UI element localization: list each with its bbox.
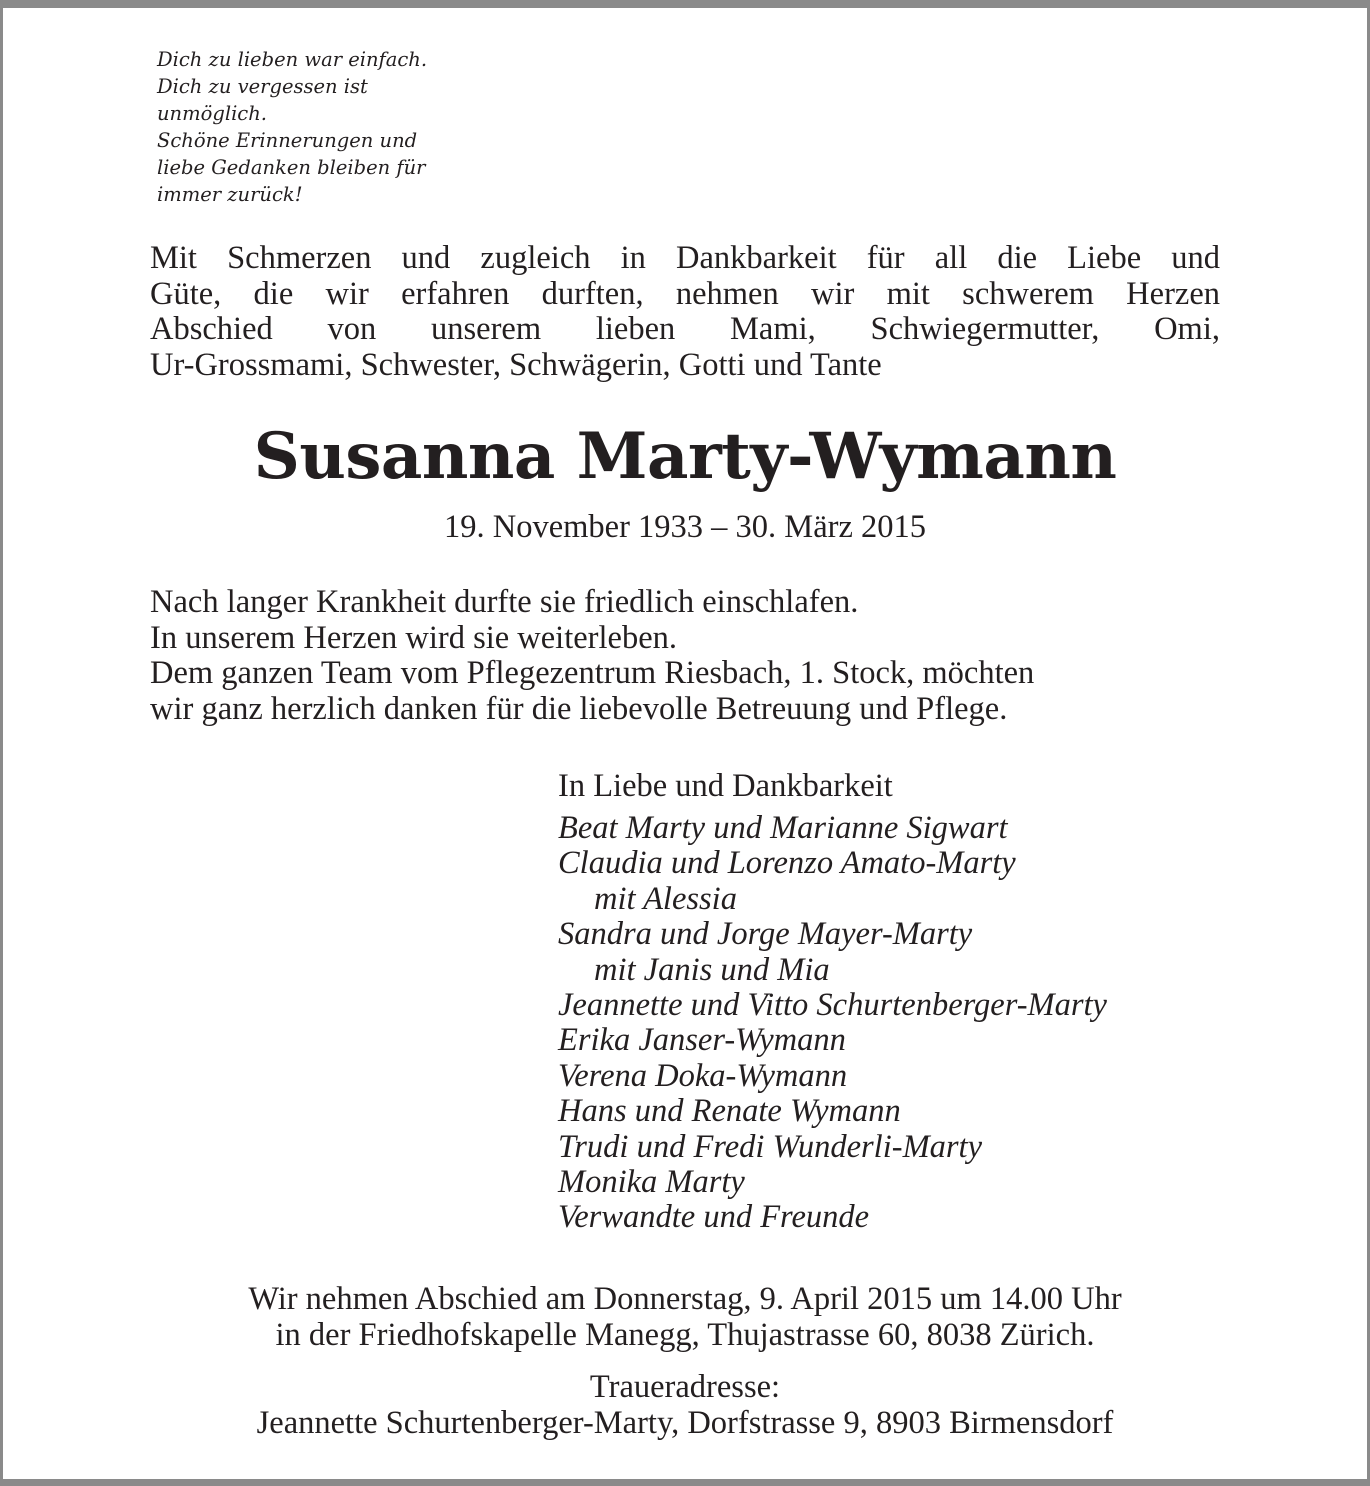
mourner-entry: Erika Janser-Wymann xyxy=(558,1022,846,1059)
mourner-entry: Hans und Renate Wymann xyxy=(558,1093,901,1130)
address-value: Jeannette Schurtenberger-Marty, Dorfstrasse 9, 8903 Birmensdorf xyxy=(256,1405,1114,1441)
message-line: Dem ganzen Team vom Pflegezentrum Riesbach, 1. Stock, möchten xyxy=(150,655,1035,691)
intro-line: Güte, die wir erfahren durften, nehmen wir mit schwerem Herzen xyxy=(150,275,1220,312)
verse-line: unmöglich. xyxy=(157,102,267,125)
verse-line: Dich zu lieben war einfach. xyxy=(157,48,428,71)
mourner-entry: mit Alessia xyxy=(594,880,737,917)
mourner-entry: Beat Marty und Marianne Sigwart xyxy=(558,810,1008,846)
message-line: In unserem Herzen wird sie weiterleben. xyxy=(150,619,677,656)
life-dates: 19. November 1933 – 30. März 2015 xyxy=(444,509,926,545)
deceased-name: Susanna Marty-Wymann xyxy=(253,419,1117,494)
mourner-entry: Verwandte und Freunde xyxy=(558,1199,870,1236)
service-details xyxy=(130,1281,1240,1353)
address-label: Traueradresse: xyxy=(589,1369,781,1405)
mourner-entry: Jeannette und Vitto Schurtenberger-Marty xyxy=(558,987,1107,1024)
mourner-entry: Verena Doka-Wymann xyxy=(558,1057,848,1094)
message-line: Nach langer Krankheit durfte sie friedlich einschlafen. xyxy=(150,584,859,620)
mourners-list xyxy=(558,811,1258,1236)
message-paragraph xyxy=(150,585,1225,727)
mourner-entry: Trudi und Fredi Wunderli-Marty xyxy=(558,1128,982,1165)
service-line: in der Friedhofskapelle Manegg, Thujastrasse 60, 8038 Zürich. xyxy=(275,1317,1095,1353)
verse-line: immer zurück! xyxy=(157,183,303,206)
intro-line: Abschied von unserem lieben Mami, Schwiegermutter, Omi, xyxy=(150,311,1220,347)
mourner-entry: Monika Marty xyxy=(558,1164,745,1201)
intro-paragraph xyxy=(150,241,1220,383)
intro-line: Mit Schmerzen und zugleich in Dankbarkeit für all die Liebe und xyxy=(150,240,1220,276)
mourner-entry: mit Janis und Mia xyxy=(594,951,830,988)
mourner-entry: Claudia und Lorenzo Amato-Marty xyxy=(558,845,1016,882)
message-line: wir ganz herzlich danken für die liebevolle Betreuung und Pflege. xyxy=(150,690,1008,727)
service-line: Wir nehmen Abschied am Donnerstag, 9. April 2015 um 14.00 Uhr xyxy=(248,1281,1122,1317)
memorial-verse xyxy=(157,46,517,208)
verse-line: Dich zu vergessen ist xyxy=(157,75,368,98)
intro-line: Ur-Grossmami, Schwester, Schwägerin, Gotti und Tante xyxy=(150,346,882,383)
mourner-entry: Sandra und Jorge Mayer-Marty xyxy=(558,916,973,953)
verse-line: Schöne Erinnerungen und xyxy=(157,129,418,152)
verse-line: liebe Gedanken bleiben für xyxy=(157,156,426,179)
signoff: In Liebe und Dankbarkeit xyxy=(558,768,893,804)
mourning-address xyxy=(130,1369,1240,1441)
